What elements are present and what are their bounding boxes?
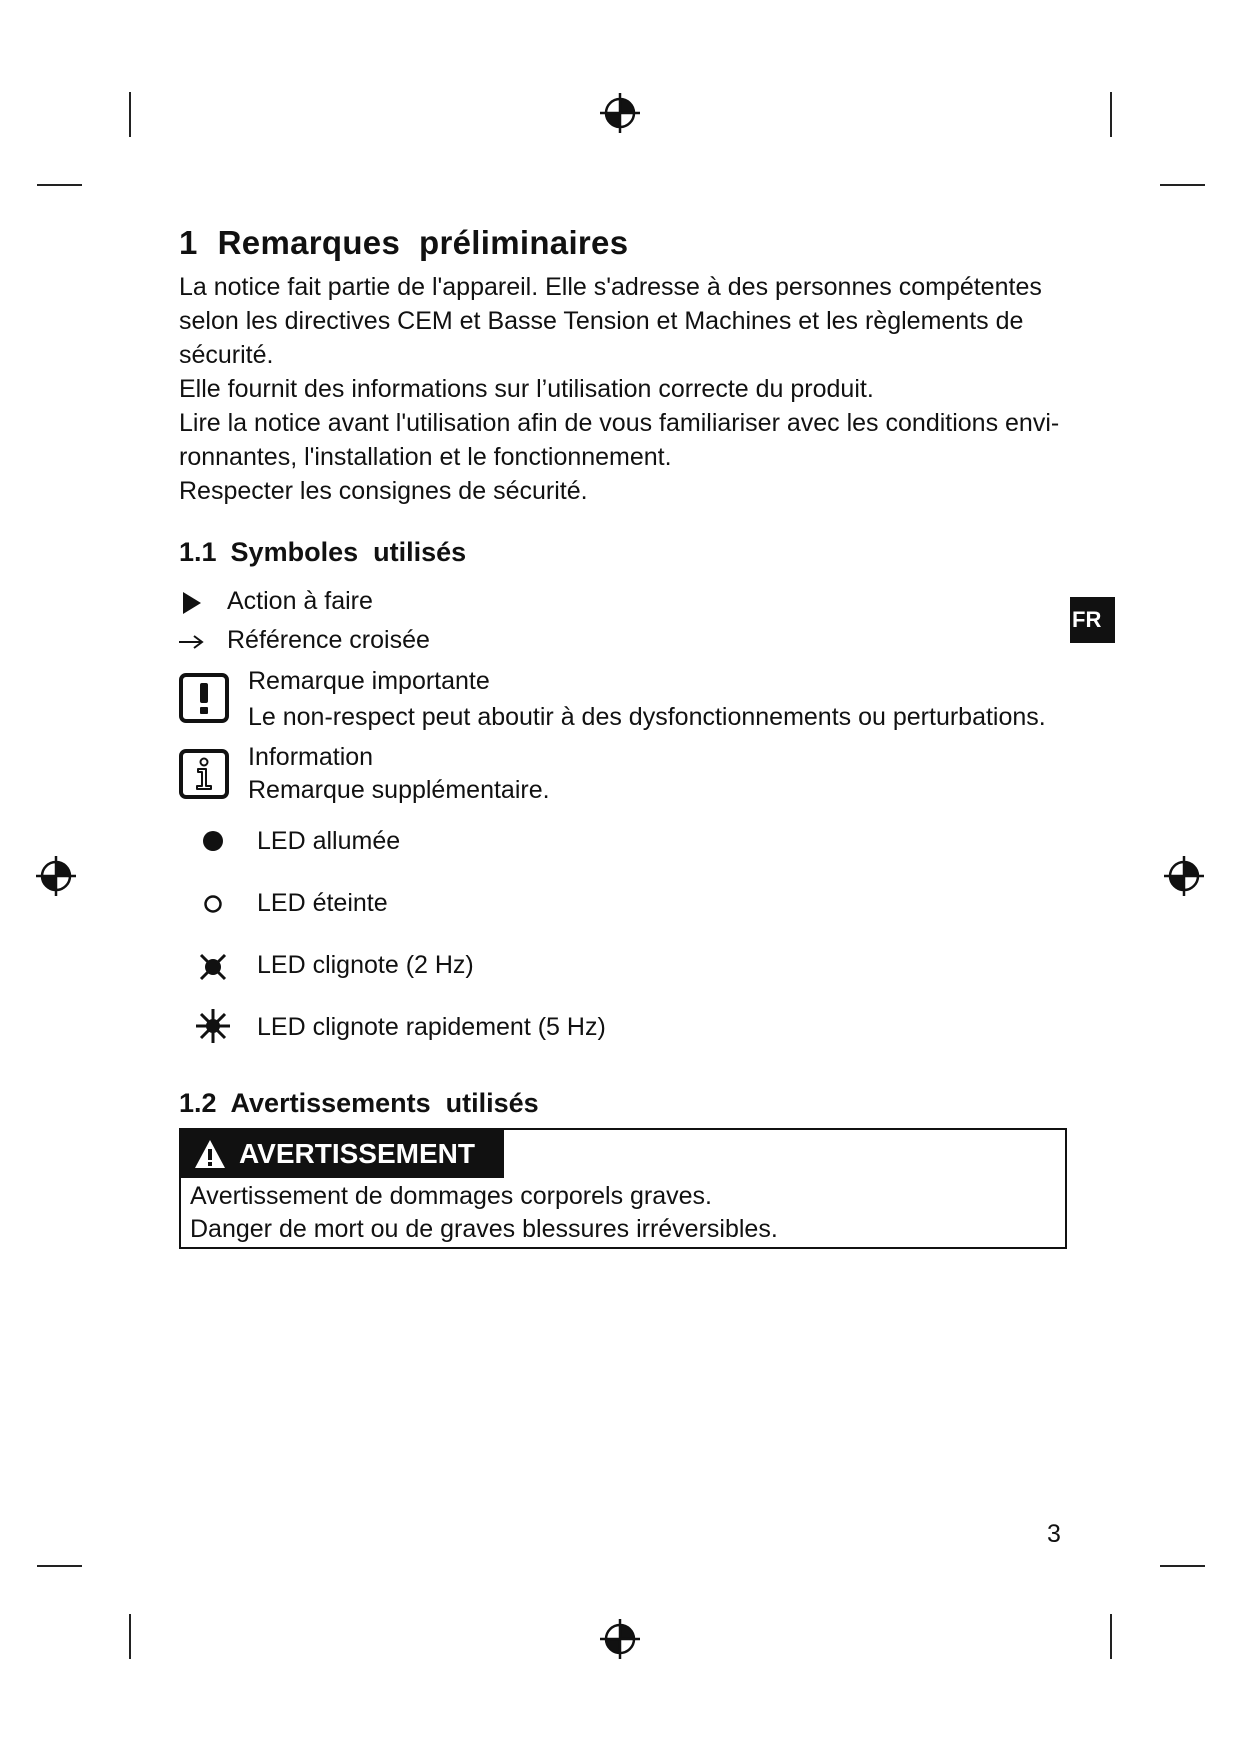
warning-line: Danger de mort ou de graves blessures irréversibles. — [190, 1215, 778, 1243]
paragraph-line: selon les directives CEM et Basse Tension et Machines et les règlements de — [179, 307, 1024, 335]
paragraph-line: Elle fournit des informations sur l’utilisation correcte du produit. — [179, 375, 874, 403]
registration-mark-icon — [600, 93, 640, 133]
section-number: 1 — [179, 224, 198, 261]
crop-mark — [37, 1565, 82, 1567]
registration-mark-icon — [600, 1619, 640, 1659]
important-text: Le non-respect peut aboutir à des dysfonctionnements ou perturbations. — [248, 703, 1046, 731]
info-text: Remarque supplémentaire. — [248, 776, 550, 804]
language-tab: FR — [1070, 597, 1115, 643]
crop-mark — [1160, 1565, 1205, 1567]
led-blink-fast-label: LED clignote rapidement (5 Hz) — [257, 1013, 606, 1041]
info-title: Information — [248, 743, 374, 771]
led-on-icon — [202, 830, 224, 852]
registration-mark-icon — [1164, 856, 1204, 896]
triangle-right-icon — [183, 592, 201, 614]
section-1-heading — [179, 224, 628, 262]
page-number: 3 — [1047, 1520, 1061, 1548]
paragraph-line: Respecter les consignes de sécurité. — [179, 477, 588, 505]
paragraph-line: La notice fait partie de l'appareil. Elle s'adresse à des personnes compétentes — [179, 273, 1042, 301]
led-off-icon — [203, 894, 223, 914]
led-blink-icon — [198, 952, 228, 982]
led-blink-label: LED clignote (2 Hz) — [257, 951, 474, 979]
arrow-right-icon — [179, 635, 205, 649]
info-box-icon — [179, 749, 229, 799]
intro-paragraph — [179, 270, 1059, 508]
paragraph-line: Lire la notice avant l'utilisation afin de vous familiariser avec les conditions envi- — [179, 409, 1060, 437]
warning-line: Avertissement de dommages corporels graves. — [190, 1182, 712, 1210]
action-label: Action à faire — [227, 587, 373, 615]
led-on-label: LED allumée — [257, 827, 401, 855]
section-title: Avertissements utilisés — [230, 1088, 539, 1118]
section-title: Symboles utilisés — [230, 537, 467, 567]
section-1-1-heading — [179, 537, 466, 568]
led-off-label: LED éteinte — [257, 889, 388, 917]
registration-mark-icon — [36, 856, 76, 896]
crop-mark — [1110, 1614, 1112, 1659]
crop-mark — [129, 1614, 131, 1659]
led-blink-fast-icon — [195, 1008, 231, 1044]
section-1-2-heading — [179, 1088, 539, 1119]
warning-triangle-icon — [194, 1139, 226, 1169]
paragraph-line: ronnantes, l'installation et le fonctionnement. — [179, 443, 672, 471]
paragraph-line: sécurité. — [179, 341, 274, 369]
warning-header — [181, 1130, 504, 1178]
warning-box — [179, 1128, 1067, 1249]
crop-mark — [129, 92, 131, 137]
crop-mark — [37, 184, 82, 186]
crop-mark — [1110, 92, 1112, 137]
exclamation-box-icon — [179, 673, 229, 723]
warning-label: AVERTISSEMENT — [239, 1138, 475, 1169]
crop-mark — [1160, 184, 1205, 186]
section-number: 1.2 — [179, 1088, 217, 1118]
section-number: 1.1 — [179, 537, 217, 567]
important-title: Remarque importante — [248, 667, 490, 695]
cross-reference-label: Référence croisée — [227, 626, 430, 654]
section-title: Remarques préliminaires — [217, 224, 629, 261]
